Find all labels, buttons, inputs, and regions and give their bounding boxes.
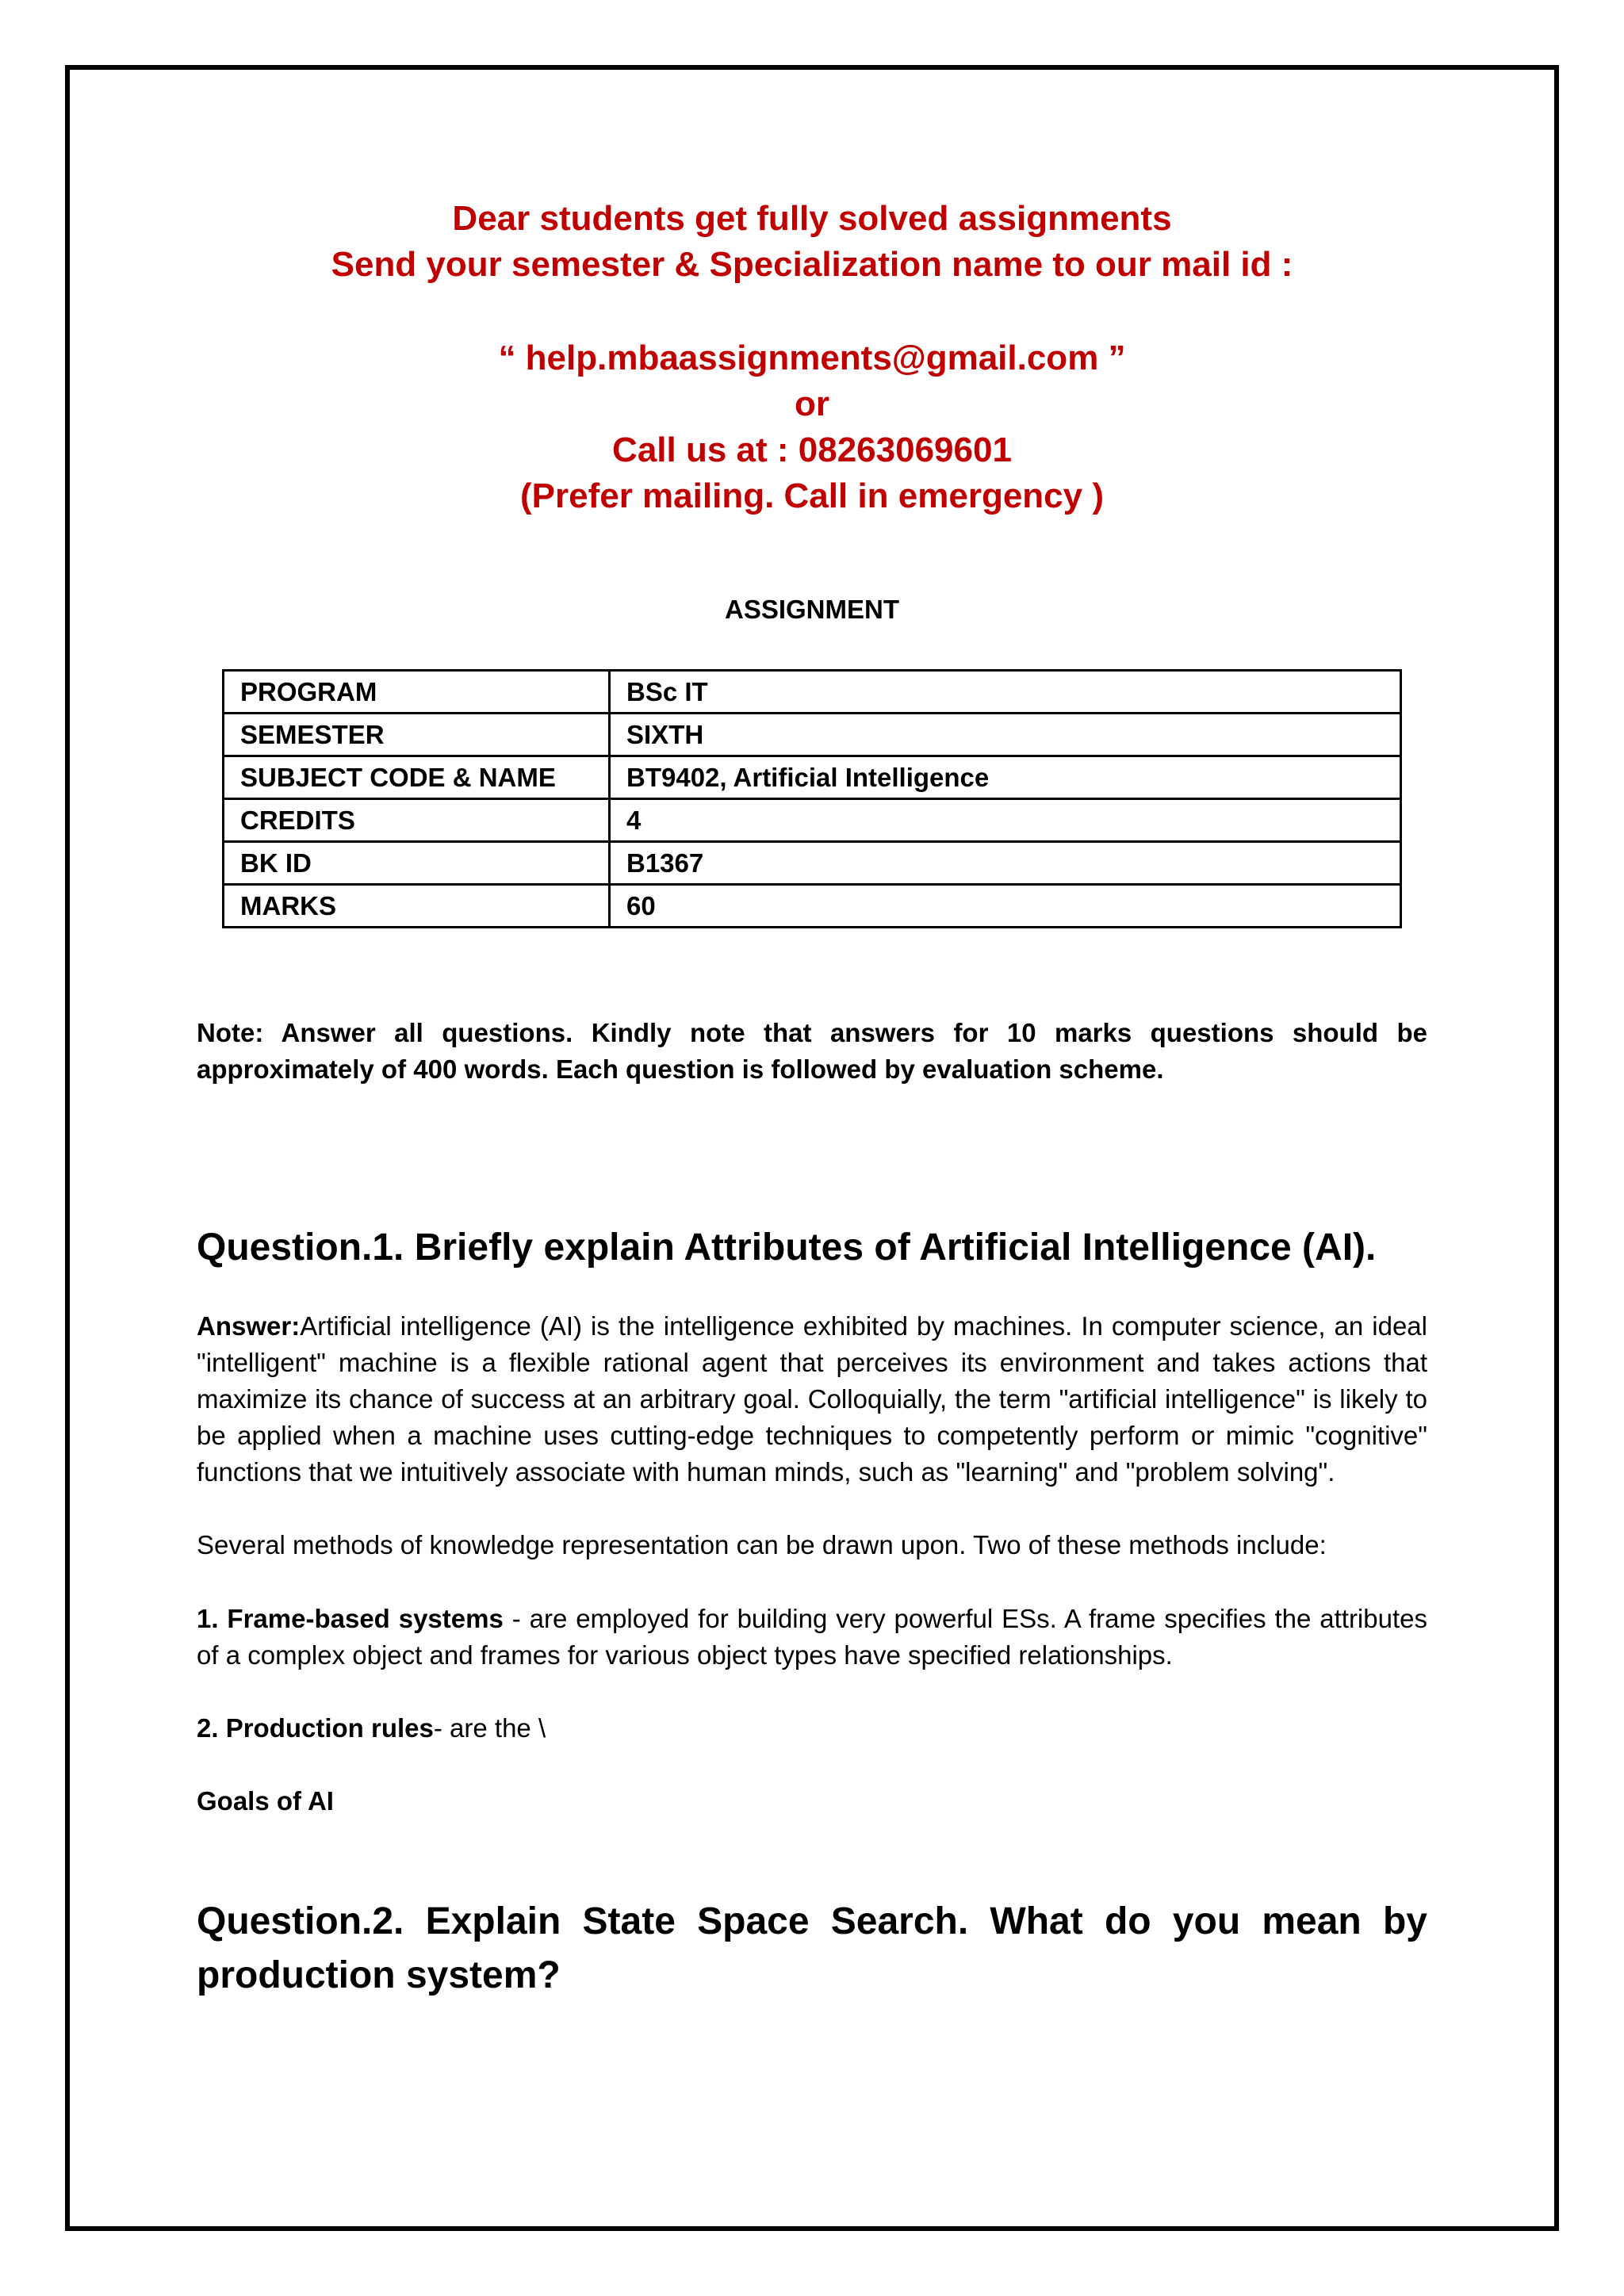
promo-or: or (795, 385, 829, 423)
question-1-title: Question.1. Briefly explain Attributes of Artificial Intelligence (AI). (197, 1226, 1377, 1269)
table-key: SUBJECT CODE & NAME (224, 756, 610, 799)
table-row (224, 885, 1401, 928)
table-row (224, 756, 1401, 799)
table-value: 4 (610, 799, 1401, 842)
method-item-1-label: 1. Frame-based systems (197, 1604, 504, 1633)
method-item-1-text: - are employed for building very powerful ESs. A frame specifies the attributes of a complex object and frames for various object types have specified relationships. (197, 1604, 1427, 1670)
goals-of-ai-heading (197, 1783, 1427, 1820)
table-value: 60 (610, 885, 1401, 928)
table-value: SIXTH (610, 714, 1401, 756)
methods-intro: Several methods of knowledge representation can be drawn upon. Two of these methods include: (197, 1530, 1327, 1559)
goals-of-ai-text: Goals of AI (197, 1786, 334, 1816)
table-row (224, 799, 1401, 842)
promo-line-1: Dear students get fully solved assignments (452, 199, 1172, 238)
question-1-answer (197, 1308, 1427, 1490)
instructions-note: Note: Answer all questions. Kindly note that answers for 10 marks questions should be approximately of 400 words. Each question is followed by evaluation scheme. (197, 1018, 1427, 1084)
table-key: MARKS (224, 885, 610, 928)
question-2-title: Question.2. Explain State Space Search. What do you mean by production system? (197, 1900, 1427, 1996)
promo-email[interactable]: “ help.mbaassignments@gmail.com ” (498, 339, 1126, 377)
assignment-info-table (222, 669, 1402, 928)
assignment-heading: ASSIGNMENT (724, 595, 899, 624)
promo-prefer: (Prefer mailing. Call in emergency ) (519, 476, 1104, 515)
table-row (224, 714, 1401, 756)
table-key: CREDITS (224, 799, 610, 842)
promo-contact-block (0, 335, 1624, 519)
promo-call[interactable]: Call us at : 08263069601 (612, 430, 1012, 469)
table-row (224, 671, 1401, 714)
answer-text: Artificial intelligence (AI) is the intelligence exhibited by machines. In computer science, an ideal "intelligent" machine is a flexible rational agent that perceives its environment and takes actions that maximize its chance of success at an arbitrary goal. Colloquially, the term "artificial intelligence" is likely to be applied when a machine uses cutting-edge techniques to competently perform or mimic "cognitive" functions that we intuitively associate with human minds, such as "learning" and "problem solving". (197, 1311, 1427, 1487)
table-value: B1367 (610, 842, 1401, 885)
method-item-2-text: - are the \ (433, 1713, 546, 1743)
method-item-2 (197, 1710, 1427, 1747)
table-value: BT9402, Artificial Intelligence (610, 756, 1401, 799)
promo-line-2: Send your semester & Specialization name to our mail id : (331, 245, 1293, 284)
table-row (224, 842, 1401, 885)
answer-label: Answer: (197, 1311, 301, 1341)
table-key: PROGRAM (224, 671, 610, 714)
table-key: SEMESTER (224, 714, 610, 756)
promo-block (0, 196, 1624, 288)
table-value: BSc IT (610, 671, 1401, 714)
method-item-2-label: 2. Production rules (197, 1713, 434, 1743)
table-key: BK ID (224, 842, 610, 885)
method-item-1 (197, 1601, 1427, 1674)
